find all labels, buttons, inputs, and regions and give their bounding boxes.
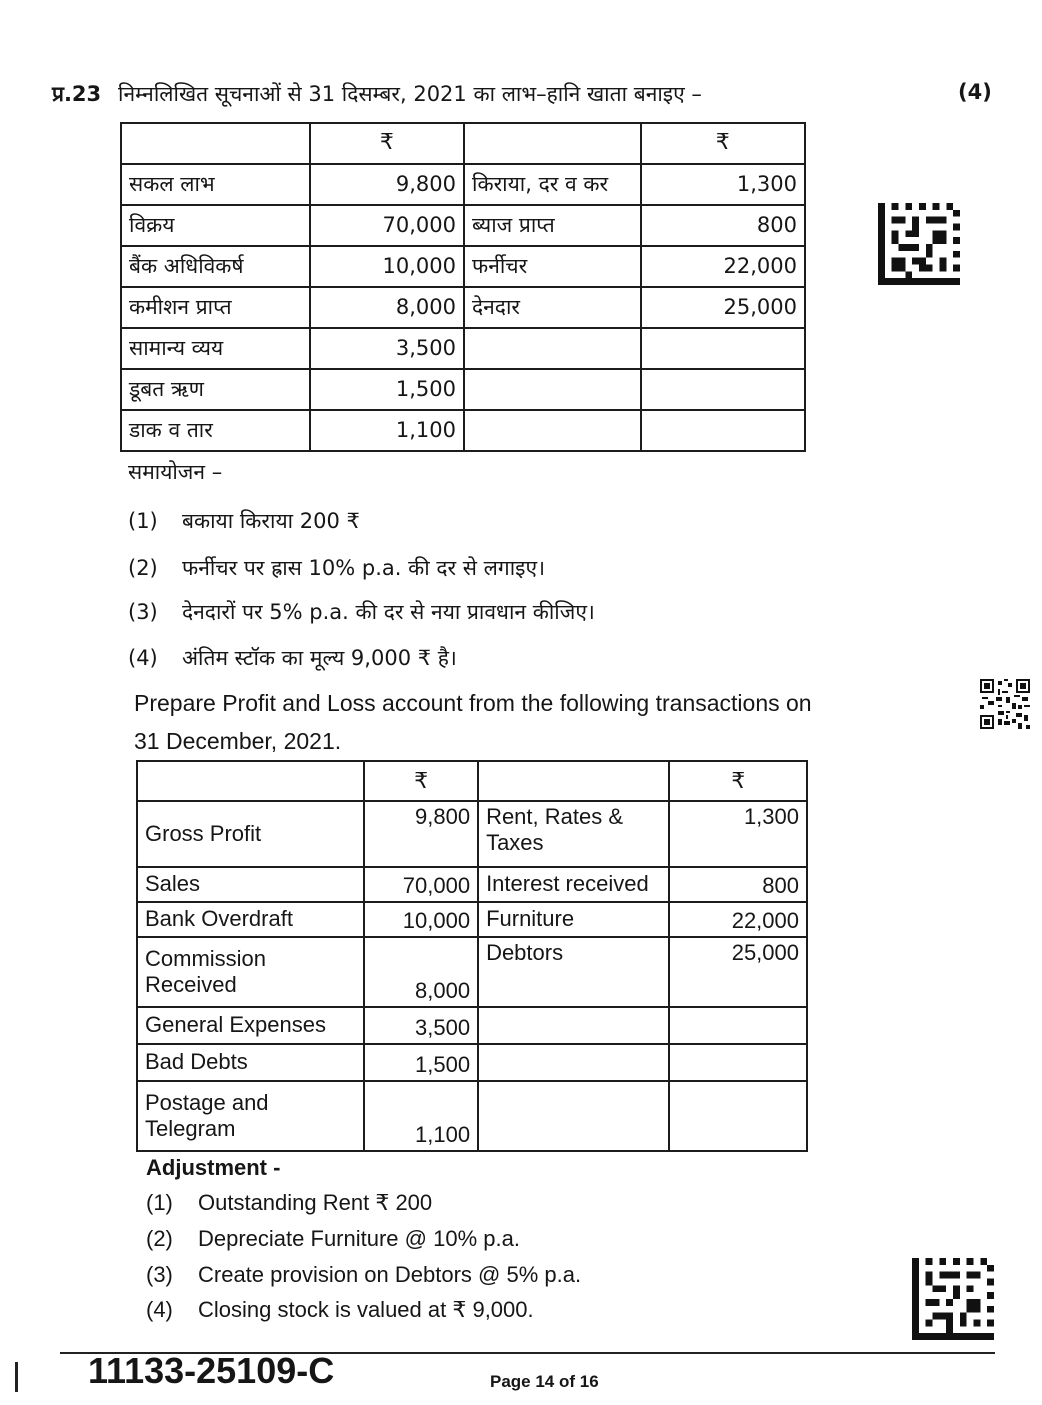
paper-code: 11133-25109-C <box>88 1350 335 1391</box>
left-value: 10,000 <box>364 902 478 937</box>
table-row <box>121 287 805 328</box>
datamatrix-code-icon <box>878 203 960 285</box>
left-value: 3,500 <box>364 1007 478 1044</box>
left-label: Postage and Telegram <box>137 1081 364 1151</box>
left-label: डाक व तार <box>121 410 310 451</box>
table-row <box>121 328 805 369</box>
right-value <box>641 369 805 410</box>
question-marks: (4) <box>958 80 992 104</box>
currency-header: ₹ <box>669 761 807 801</box>
question-text-english <box>134 684 812 760</box>
adjustment-number: (2) <box>146 1226 173 1251</box>
left-label: बैंक अधिविकर्ष <box>121 246 310 287</box>
currency-header: ₹ <box>310 123 464 164</box>
question-number: प्र.23 <box>52 82 102 106</box>
left-value: 1,500 <box>310 369 464 410</box>
currency-header: ₹ <box>641 123 805 164</box>
adjustment-text: अंतिम स्टॉक का मूल्य 9,000 ₹ है। <box>182 646 457 670</box>
adjustment-number: (3) <box>128 600 158 624</box>
adjustment-number: (1) <box>128 509 158 533</box>
adjustment-text: देनदारों पर 5% p.a. की दर से नया प्रावधान कीजिए। <box>182 600 595 624</box>
table-row <box>121 369 805 410</box>
margin-mark <box>15 1362 18 1392</box>
right-label <box>478 1044 669 1081</box>
right-label <box>478 1007 669 1044</box>
left-value: 9,800 <box>364 801 478 867</box>
right-value: 800 <box>669 867 807 902</box>
left-value: 3,500 <box>310 328 464 369</box>
adjustment-item <box>146 1262 581 1288</box>
hindi-data-table <box>120 122 806 452</box>
right-value <box>669 1007 807 1044</box>
header-cell <box>478 761 669 801</box>
left-label: Commission Received <box>137 937 364 1007</box>
left-label: सकल लाभ <box>121 164 310 205</box>
left-label: कमीशन प्राप्त <box>121 287 310 328</box>
table-row <box>137 937 807 1007</box>
adjustment-text: फर्नीचर पर ह्रास 10% p.a. की दर से लगाइए। <box>182 556 546 580</box>
table-row <box>137 902 807 937</box>
right-value: 25,000 <box>641 287 805 328</box>
table-row <box>121 205 805 246</box>
left-label: सामान्य व्यय <box>121 328 310 369</box>
adjustment-item <box>128 554 545 582</box>
right-value: 22,000 <box>669 902 807 937</box>
adjustment-number: (4) <box>128 646 158 670</box>
left-value: 8,000 <box>310 287 464 328</box>
left-value: 1,500 <box>364 1044 478 1081</box>
right-label: Interest received <box>478 867 669 902</box>
adjustments-heading-hindi: समायोजन – <box>128 460 223 484</box>
adjustment-number: (4) <box>146 1297 173 1322</box>
right-value <box>669 1081 807 1151</box>
right-label <box>478 1081 669 1151</box>
right-label <box>464 328 641 369</box>
right-value: 1,300 <box>669 801 807 867</box>
table-header-row <box>137 761 807 801</box>
left-label: Gross Profit <box>137 801 364 867</box>
left-value: 10,000 <box>310 246 464 287</box>
table-header-row <box>121 123 805 164</box>
right-label: फर्नीचर <box>464 246 641 287</box>
header-cell <box>464 123 641 164</box>
table-row <box>121 164 805 205</box>
adjustment-item <box>128 644 457 672</box>
right-label: Debtors <box>478 937 669 1007</box>
adjustment-number: (1) <box>146 1190 173 1215</box>
header-cell <box>121 123 310 164</box>
left-label: विक्रय <box>121 205 310 246</box>
english-data-table <box>136 760 808 1152</box>
right-value: 22,000 <box>641 246 805 287</box>
table-row <box>137 1081 807 1151</box>
right-value: 25,000 <box>669 937 807 1007</box>
adjustment-text: Create provision on Debtors @ 5% p.a. <box>198 1262 582 1287</box>
right-label: Furniture <box>478 902 669 937</box>
right-value <box>669 1044 807 1081</box>
question-text-hindi: निम्नलिखित सूचनाओं से 31 दिसम्बर, 2021 का लाभ–हानि खाता बनाइए – <box>118 82 702 106</box>
table-row <box>121 410 805 451</box>
question-line: 31 December, 2021. <box>134 728 342 754</box>
left-value: 8,000 <box>364 937 478 1007</box>
right-label: Rent, Rates & Taxes <box>478 801 669 867</box>
adjustment-number: (3) <box>146 1262 173 1287</box>
right-value <box>641 328 805 369</box>
table-row <box>137 867 807 902</box>
adjustment-item <box>146 1297 534 1323</box>
adjustment-item <box>146 1190 432 1216</box>
right-label: देनदार <box>464 287 641 328</box>
left-value: 1,100 <box>310 410 464 451</box>
adjustment-number: (2) <box>128 556 158 580</box>
adjustment-text: Closing stock is valued at ₹ 9,000. <box>198 1297 534 1322</box>
left-value: 9,800 <box>310 164 464 205</box>
left-label: Sales <box>137 867 364 902</box>
currency-header: ₹ <box>364 761 478 801</box>
right-value: 1,300 <box>641 164 805 205</box>
table-row <box>121 246 805 287</box>
adjustment-item <box>128 598 595 626</box>
right-label: किराया, दर व कर <box>464 164 641 205</box>
datamatrix-code-icon <box>912 1258 994 1340</box>
table-row <box>137 1007 807 1044</box>
adjustments-heading-english: Adjustment - <box>146 1155 281 1180</box>
right-value: 800 <box>641 205 805 246</box>
adjustment-item <box>146 1226 520 1252</box>
table-row <box>137 801 807 867</box>
right-label <box>464 369 641 410</box>
header-cell <box>137 761 364 801</box>
adjustment-item <box>128 507 360 535</box>
left-label: Bank Overdraft <box>137 902 364 937</box>
qr-code-icon <box>980 679 1030 729</box>
adjustment-text: बकाया किराया 200 ₹ <box>182 509 360 533</box>
left-value: 70,000 <box>364 867 478 902</box>
adjustment-text: Outstanding Rent ₹ 200 <box>198 1190 433 1215</box>
right-value <box>641 410 805 451</box>
left-label: Bad Debts <box>137 1044 364 1081</box>
adjustment-text: Depreciate Furniture @ 10% p.a. <box>198 1226 520 1251</box>
right-label <box>464 410 641 451</box>
table-row <box>137 1044 807 1081</box>
left-value: 70,000 <box>310 205 464 246</box>
right-label: ब्याज प्राप्त <box>464 205 641 246</box>
page-number: Page 14 of 16 <box>490 1372 599 1391</box>
left-label: डूबत ऋण <box>121 369 310 410</box>
question-line: Prepare Profit and Loss account from the following transactions on <box>134 690 812 716</box>
left-value: 1,100 <box>364 1081 478 1151</box>
left-label: General Expenses <box>137 1007 364 1044</box>
